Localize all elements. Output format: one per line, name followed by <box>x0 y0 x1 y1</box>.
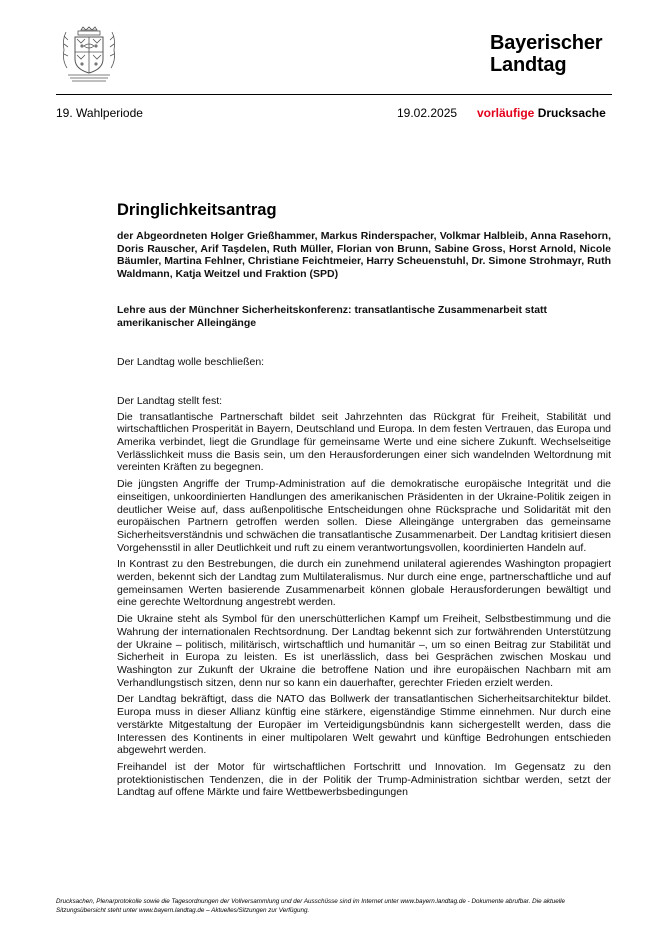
body-paragraph: In Kontrast zu den Bestrebungen, die durch ein zunehmend unilateral agierendes Washington propagiert werden, bekennt sich der Landtag zum Multilateralismus. Nur durch eine enge, partnerschaftliche und auf gemeinsamen Werten basierende Zusammenarbeit können globale Herausforderungen bewältigt und eine gerechte Weltordnung angestrebt werden. <box>117 558 611 609</box>
body-paragraph: Der Landtag bekräftigt, dass die NATO das Bollwerk der transatlantischen Sicherheitsarchitektur bildet. Europa muss in dieser Allianz künftig eine stärkere, eigenständige Stimme einnehmen. Nur durch eine verstärkte Mitgestaltung der Europäer im Verteidigungsbündnis kann sichergestellt werden, dass die Interessen des Kontinents in einer multipolaren Welt gewahrt und künftige Bedrohungen entschieden abgewehrt werden. <box>117 693 611 757</box>
body-paragraph: Die Ukraine steht als Symbol für den unerschütterlichen Kampf um Freiheit, Selbstbestimmung und die Wahrung der internationalen Rechtsordnung. Der Landtag bekennt sich zur fortwährenden Unterstützung der Ukraine – politisch, militärisch, wirtschaftlich und humanitär –, um so einen Beitrag zur Stabilität und Sicherheit in Europa zu leisten. Es ist unerlässlich, dass bei Gesprächen zwischen Moskau und Washington zur Zukunft der Ukraine die betroffene Nation und ihre europäischen Nachbarn mit am Verhandlungstisch sitzen, denn nur so kann ein dauerhafter, gerechter Frieden erzielt werden. <box>117 613 611 689</box>
bavarian-coat-of-arms-logo <box>58 26 120 84</box>
body-paragraph: Freihandel ist der Motor für wirtschaftlichen Fortschritt und Innovation. Im Gegensatz zu den protektionistischen Tendenzen, die in der Politik der Trump-Administration sichtbar werden, setzt der Landtag auf offene Märkte und faire Wettbewerbsbedingungen <box>117 760 611 799</box>
legislative-period: 19. Wahlperiode <box>56 106 143 120</box>
document-date: 19.02.2025 <box>397 106 458 120</box>
body-paragraph: Die jüngsten Angriffe der Trump-Administration auf die demokratische europäische Integrität und die einseitigen, unkoordinierten Handlungen des amerikanischen Präsidenten in der Ukraine-Politik zeigen in deutlicher Weise auf, dass außenpolitische Entscheidungen ohne Rücksprache und Solidarität mit den europäischen Partnern getroffen werden sollen. Diese Alleingänge untergraben das gemeinsame Sicherheitsverständnis und schwächen die transatlantische Zusammenarbeit. Der Landtag kritisiert diesen Vorgehensstil in aller Deutlichkeit und ruft zu einem verantwortungsvollen, koordinierten Handeln auf. <box>117 478 611 554</box>
page-footer-note: Drucksachen, Plenarprotokolle sowie die Tagesordnungen der Vollversammlung und der Ausschüsse sind im Internet unter www.bayern.landtag.de - Dokumente abrufbar. Die aktuelle Sitzungsübersicht steht unter www.bayern.landtag.de – Aktuelles/Sitzungen zur Verfügung. <box>56 898 566 914</box>
resolution-intro: Der Landtag wolle beschließen: <box>117 356 265 369</box>
brand-line-1: Bayerischer <box>490 32 603 54</box>
status-suffix: Drucksache <box>537 106 606 120</box>
brand-line-2: Landtag <box>490 54 567 76</box>
document-title: Dringlichkeitsantrag <box>117 201 277 219</box>
body-paragraph: Die transatlantische Partnerschaft bildet seit Jahrzehnten das Rückgrat für Freiheit, Stabilität und wirtschaftlichen Prosperität in Bayern, Deutschland und Europa. In dem festen Vertrauen, das Europa und Amerika verbindet, liegt die Grundlage für gemeinsame Werte und eine sichere Zukunft. Wechselseitige Verlässlichkeit muss die Basis sein, um den Herausforderungen einer sich wandelnden Weltordnung mit vereinten Kräften zu begegnen. <box>117 410 611 474</box>
document-body <box>117 200 611 803</box>
author-list: der Abgeordneten Holger Grießhammer, Markus Rinderspacher, Volkmar Halbleib, Anna Rasehorn, Doris Rauscher, Arif Taşdelen, Ruth Müller, Florian von Brunn, Sabine Gross, Horst Arnold, Nicole Bäumler, Martina Fehlner, Christiane Feichtmeier, Harry Scheuenstuhl, Dr. Simone Strohmayr, Ruth Waldmann, Katja Weitzel und Fraktion (SPD) <box>117 230 611 281</box>
document-status <box>477 106 606 120</box>
landtag-brand <box>490 32 602 76</box>
motion-subject: Lehre aus der Münchner Sicherheitskonferenz: transatlantische Zusammenarbeit statt amerikanischer Alleingänge <box>117 303 548 329</box>
status-prefix: vorläufige <box>477 106 535 120</box>
header-divider <box>56 94 612 95</box>
findings-lead: Der Landtag stellt fest: <box>117 394 223 407</box>
